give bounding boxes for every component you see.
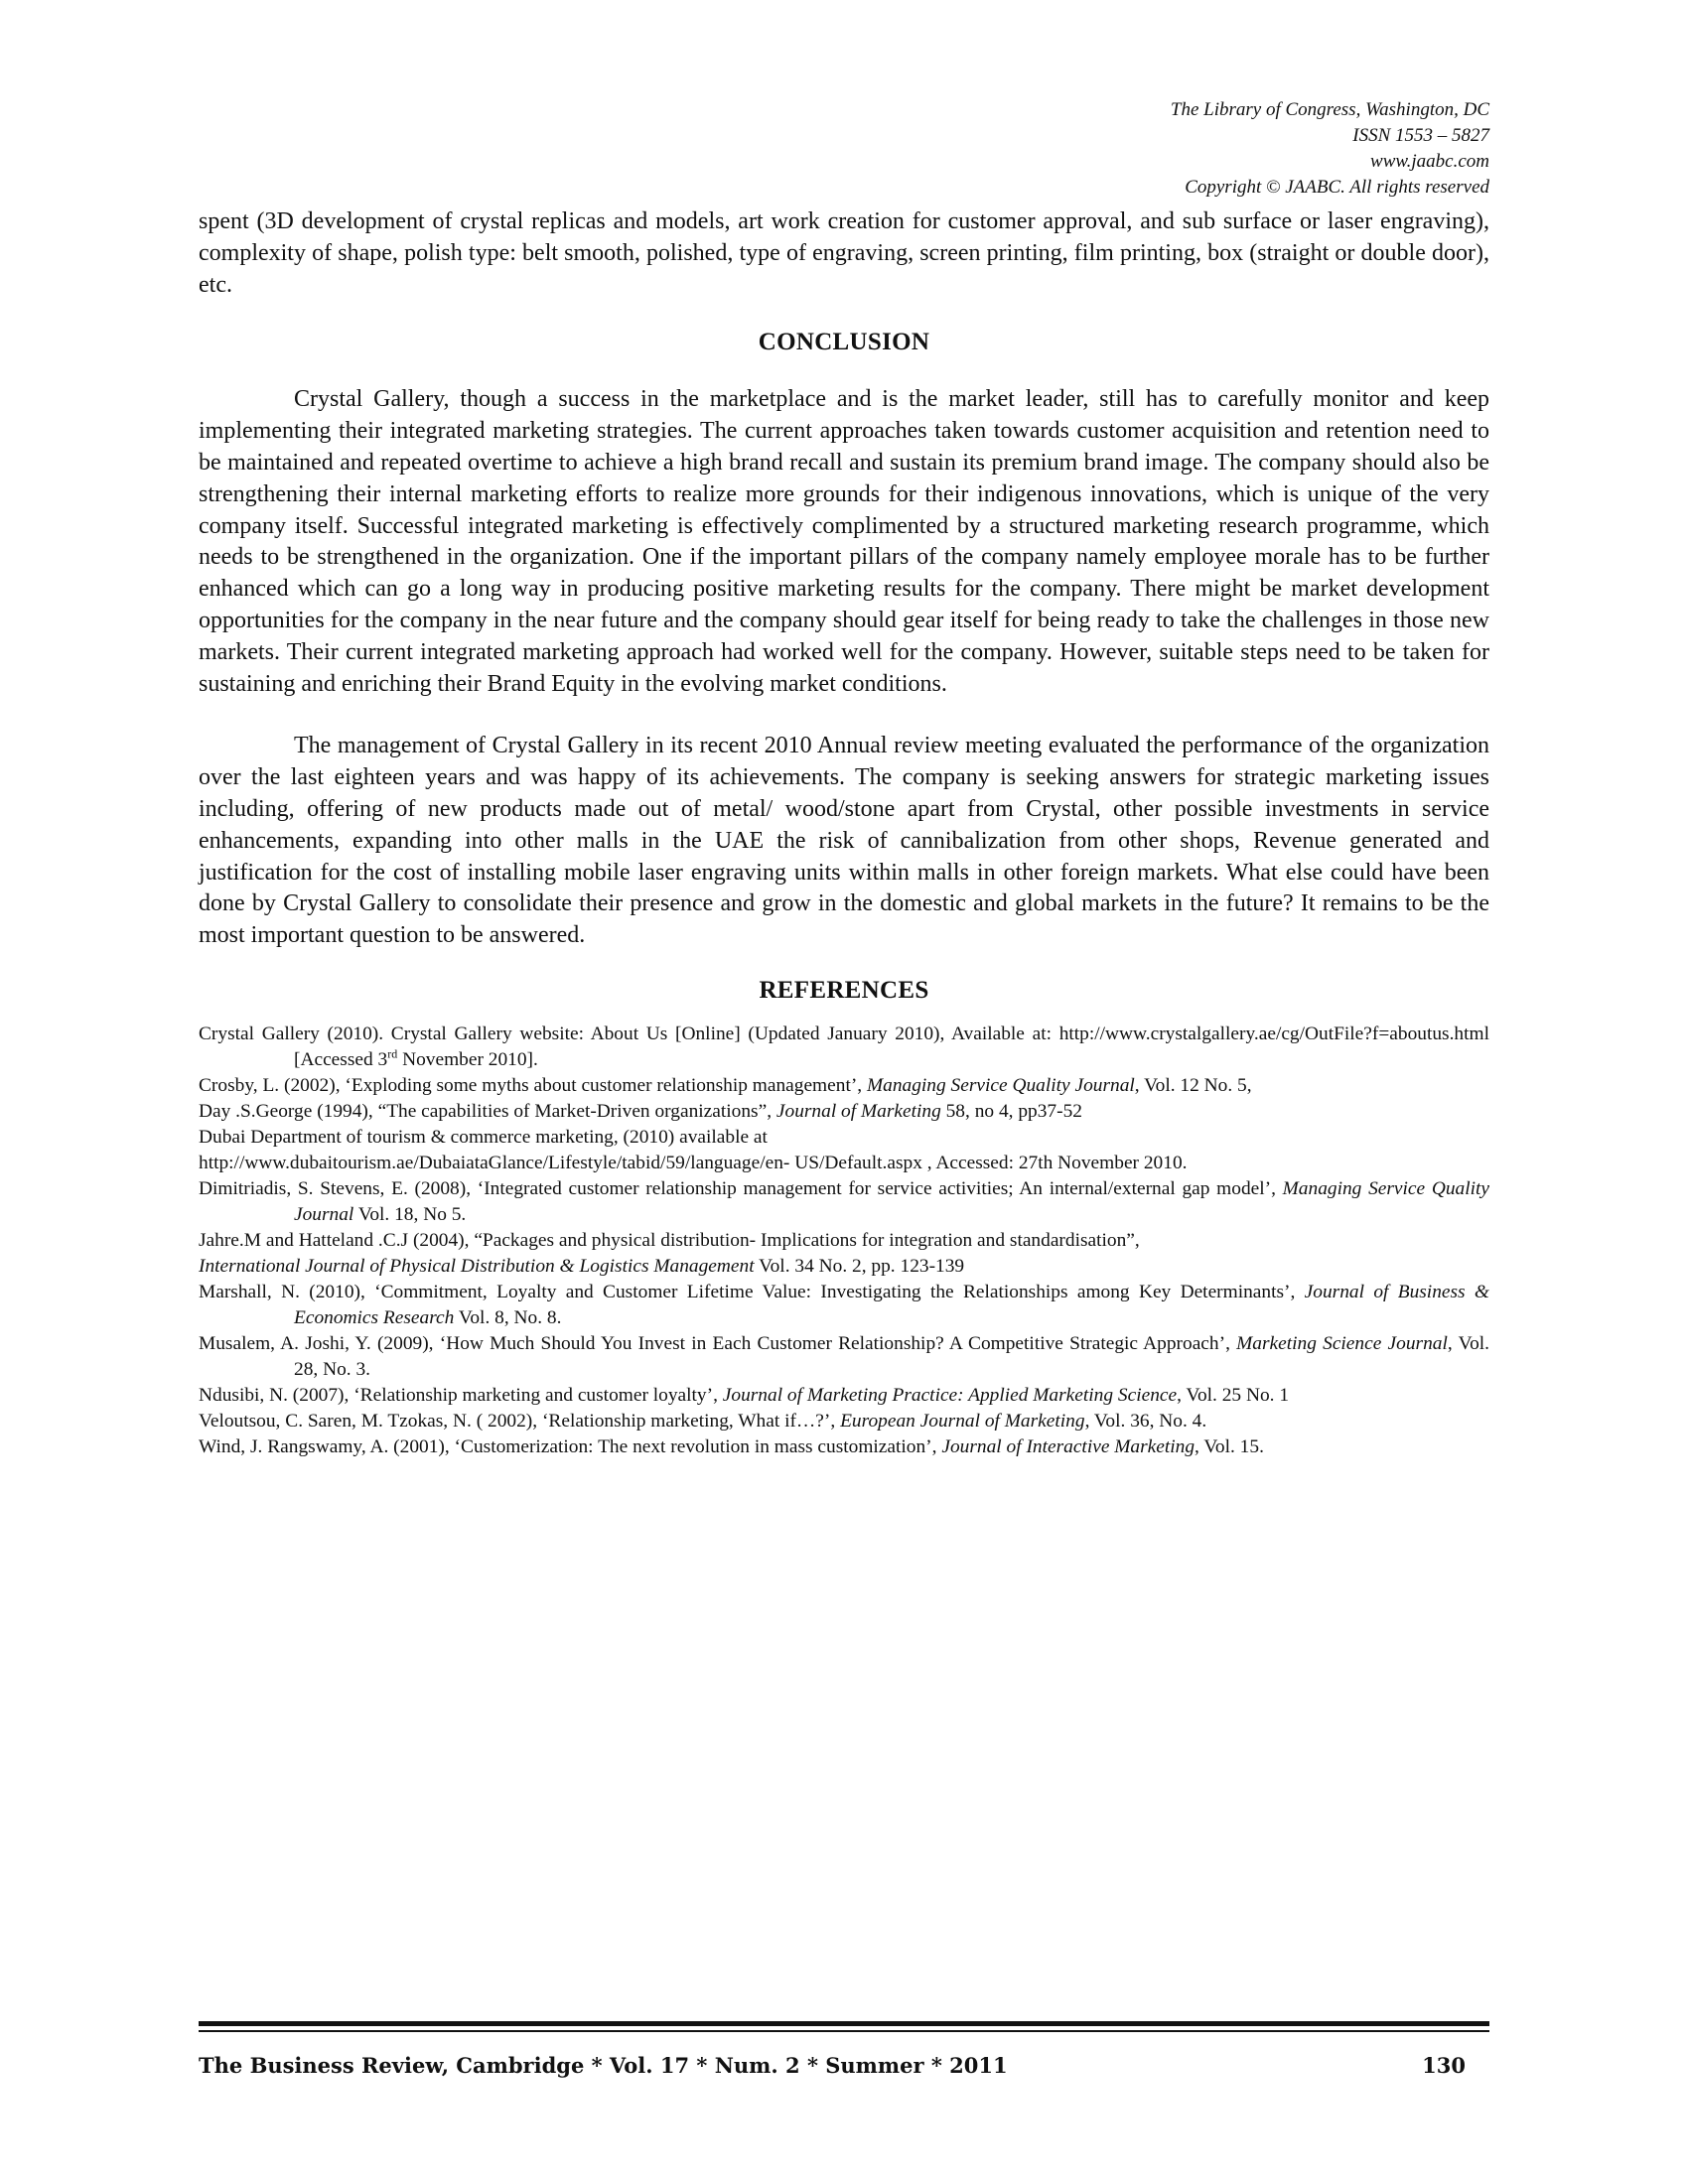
footer-journal-info: The Business Review, Cambridge * Vol. 17 * Num. 2 * Summer * 2011 — [199, 2053, 1008, 2078]
page-number: 130 — [1422, 2053, 1466, 2078]
reference-item: Crystal Gallery (2010). Crystal Gallery website: About Us [Online] (Updated January 2010), Available at: http://www.crystalgallery.ae/cg/OutFile?f=aboutus.html [Accessed 3rd November 2010]. — [199, 1023, 1489, 1070]
references-heading: REFERENCES — [759, 976, 929, 1004]
conclusion-heading: CONCLUSION — [758, 329, 930, 356]
footer-rule-thick — [199, 2021, 1489, 2026]
reference-item: Day .S.George (1994), “The capabilities of Market-Driven organizations”, Journal of Marketing 58, no 4, pp37-52 — [199, 1100, 1082, 1122]
reference-item: Wind, J. Rangswamy, A. (2001), ‘Customerization: The next revolution in mass customization’, Journal of Interactive Marketing, Vol. 15. — [199, 1435, 1264, 1457]
header-line-copyright: Copyright © JAABC. All rights reserved — [1185, 177, 1489, 198]
article-body — [199, 206, 1489, 1460]
conclusion-paragraph-1: Crystal Gallery, though a success in the marketplace and is the market leader, still has to carefully monitor and keep implementing their integrated marketing strategies. The current approaches taken towards customer acquisition and retention need to be maintained and repeated overtime to achieve a high brand recall and sustain its premium brand image. The company should also be strengthening their internal marketing efforts to realize more grounds for their indigenous innovations, which is unique of the very company itself. Successful integrated marketing is effectively complimented by a structured marketing research programme, which needs to be strengthened in the organization. One if the important pillars of the company namely employee morale has to be further enhanced which can go a long way in producing positive marketing results for the company. There might be market development opportunities for the company in the near future and the company should gear itself for being ready to take the challenges in those new markets. Their current integrated marketing approach had worked well for the company. However, suitable steps need to be taken for sustaining and enriching their Brand Equity in the evolving market conditions. — [199, 386, 1489, 697]
reference-item: Dimitriadis, S. Stevens, E. (2008), ‘Integrated customer relationship management for service activities; An internal/external gap model’, Managing Service Quality Journal Vol. 18, No 5. — [199, 1177, 1490, 1225]
header-line-website: www.jaabc.com — [1370, 151, 1489, 172]
reference-item: International Journal of Physical Distribution & Logistics Management Vol. 34 No. 2, pp. 123-139 — [199, 1255, 965, 1277]
reference-item: Jahre.M and Hatteland .C.J (2004), “Packages and physical distribution- Implications for integration and standardisation”, — [199, 1229, 1140, 1251]
header-line-issn: ISSN 1553 – 5827 — [1352, 125, 1489, 146]
reference-item: Marshall, N. (2010), ‘Commitment, Loyalty and Customer Lifetime Value: Investigating the Relationships among Key Determinants’, Journal of Business & Economics Research Vol. 8, No. 8. — [199, 1281, 1489, 1328]
header-line-library: The Library of Congress, Washington, DC — [1170, 99, 1489, 120]
reference-item: Musalem, A. Joshi, Y. (2009), ‘How Much Should You Invest in Each Customer Relationship? A Competitive Strategic Approach’, Marketing Science Journal, Vol. 28, No. 3. — [199, 1332, 1489, 1380]
reference-item: Dubai Department of tourism & commerce marketing, (2010) available at — [199, 1126, 768, 1148]
reference-item: http://www.dubaitourism.ae/DubaiataGlance/Lifestyle/tabid/59/language/en- US/Default.aspx , Accessed: 27th November 2010. — [199, 1152, 1188, 1173]
footer-rule-thin — [199, 2030, 1489, 2032]
reference-list — [199, 1022, 1489, 1460]
reference-item: Ndusibi, N. (2007), ‘Relationship marketing and customer loyalty’, Journal of Marketing Practice: Applied Marketing Science, Vol. 25 No. 1 — [199, 1384, 1290, 1406]
conclusion-paragraph-2: The management of Crystal Gallery in its recent 2010 Annual review meeting evaluated the performance of the organization over the last eighteen years and was happy of its achievements. The company is seeking answers for strategic marketing issues including, offering of new products made out of metal/ wood/stone apart from Crystal, other possible investments in service enhancements, expanding into other malls in the UAE the risk of cannibalization from other shops, Revenue generated and justification for the cost of installing mobile laser engraving units within malls in other foreign markets. What else could have been done by Crystal Gallery to consolidate their presence and grow in the domestic and global markets in the future? It remains to be the most important question to be answered. — [199, 733, 1489, 949]
reference-item: Veloutsou, C. Saren, M. Tzokas, N. ( 2002), ‘Relationship marketing, What if…?’, European Journal of Marketing, Vol. 36, No. 4. — [199, 1410, 1207, 1432]
reference-item: Crosby, L. (2002), ‘Exploding some myths about customer relationship management’, Managing Service Quality Journal, Vol. 12 No. 5, — [199, 1074, 1252, 1096]
running-header — [1171, 97, 1489, 201]
intro-paragraph: spent (3D development of crystal replicas and models, art work creation for customer approval, and sub surface or laser engraving), complexity of shape, polish type: belt smooth, polished, type of engraving, screen printing, film printing, box (straight or double door), etc. — [199, 208, 1489, 298]
document-page — [199, 0, 1489, 2184]
